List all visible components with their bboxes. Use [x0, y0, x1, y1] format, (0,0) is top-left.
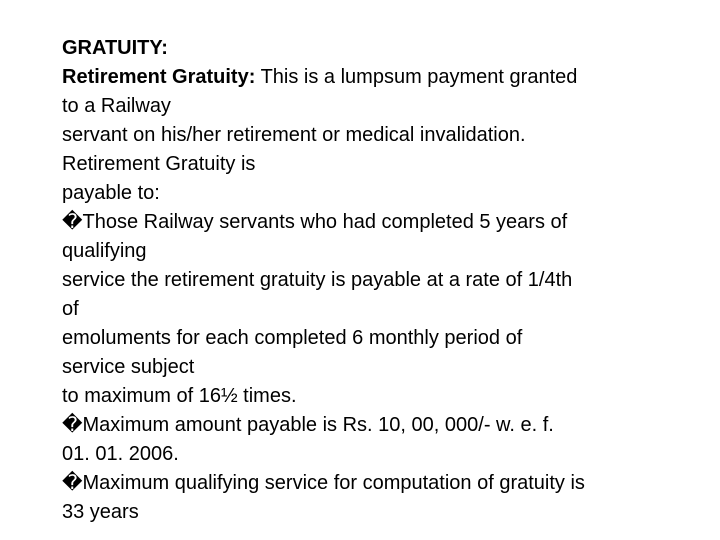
text-line: to maximum of 16½ times. [62, 385, 297, 407]
text-line: payable to: [62, 182, 160, 204]
bullet-line: �Maximum amount payable is Rs. 10, 00, 000/- w. e. f. [62, 414, 554, 436]
text-line: of [62, 298, 79, 320]
slide-body [62, 34, 702, 527]
text-line: qualifying [62, 240, 147, 262]
text-line: servant on his/her retirement or medical invalidation. [62, 124, 526, 146]
text-line [62, 63, 702, 92]
text-line: to a Railway [62, 95, 171, 117]
text-line: service the retirement gratuity is payable at a rate of 1/4th [62, 269, 573, 291]
bullet-line: �Those Railway servants who had completed 5 years of [62, 211, 568, 233]
text-segment: This is a lumpsum payment granted [255, 66, 578, 88]
text-line: emoluments for each completed 6 monthly period of [62, 327, 523, 349]
text-line: 01. 01. 2006. [62, 443, 179, 465]
text-line: 33 years [62, 501, 139, 523]
term-label: Retirement Gratuity: [62, 66, 256, 88]
text-line: Retirement Gratuity is [62, 153, 256, 175]
slide-heading: GRATUITY: [62, 37, 168, 59]
bullet-line: �Maximum qualifying service for computation of gratuity is [62, 472, 585, 494]
text-line: service subject [62, 356, 195, 378]
